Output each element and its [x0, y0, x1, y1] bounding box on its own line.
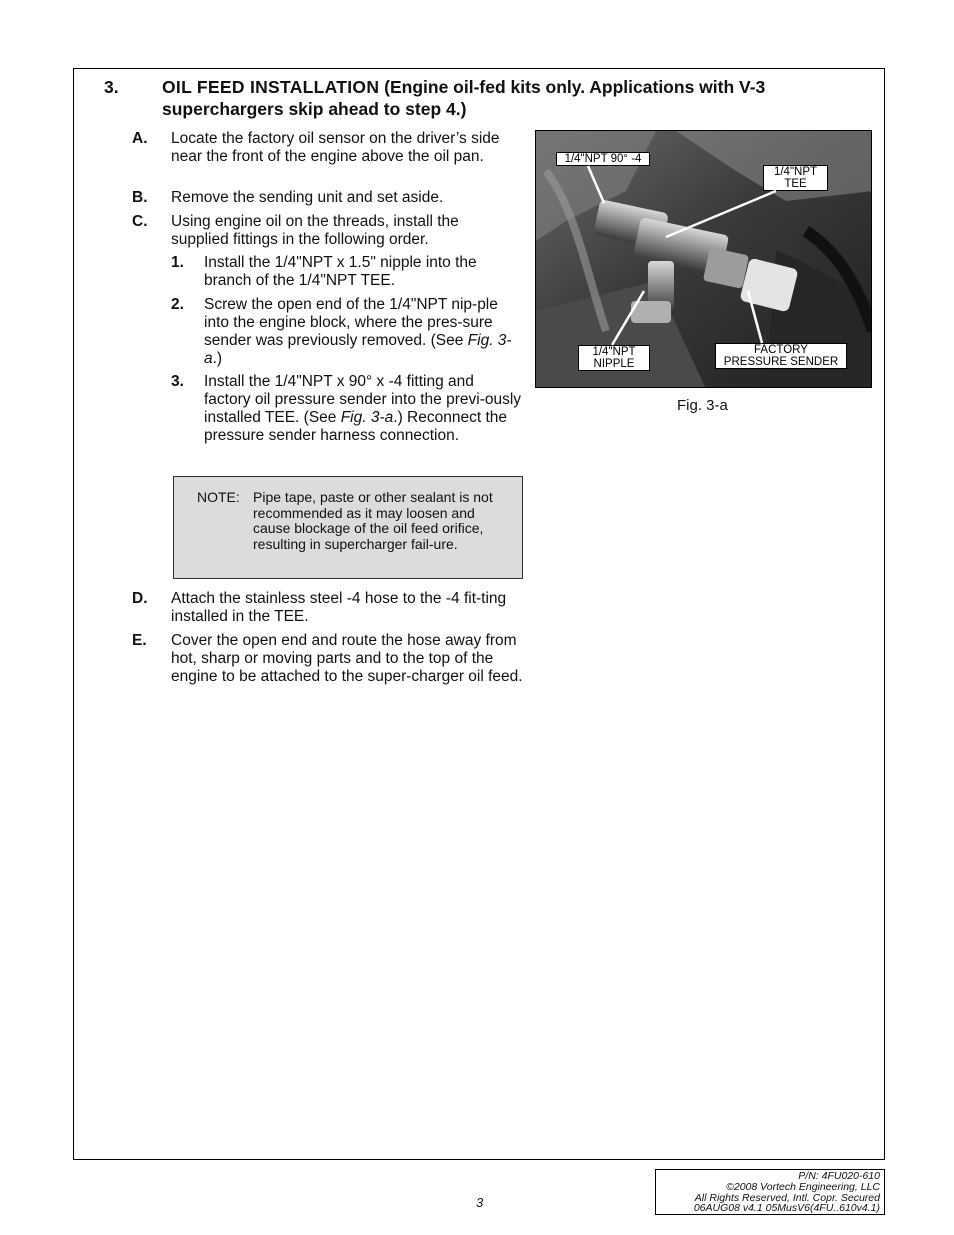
step-label: D.: [132, 590, 148, 607]
page-number: 3: [476, 1195, 484, 1210]
callout-tee-line-2: TEE: [784, 178, 807, 190]
note-text: Pipe tape, paste or other sealant is not recommended as it may loosen and cause blockage of the oil feed orifice, resulting in supercharger fail-ure.: [253, 489, 493, 552]
substep-label: 2.: [171, 296, 184, 313]
substep-text: [204, 296, 524, 368]
figure-reference: Fig. 3-a: [340, 409, 394, 426]
copyright-line: ©2008 Vortech Engineering, LLC: [726, 1180, 880, 1193]
copyright-box: [655, 1169, 885, 1215]
callout-pressure-sender: [715, 343, 847, 369]
step-text: Using engine oil on the threads, install the supplied fittings in the following order.: [171, 213, 459, 248]
rights-line: All Rights Reserved, Intl. Copr. Secured: [694, 1191, 880, 1204]
callout-nipple-line-1: 1/4"NPT: [592, 346, 636, 358]
callout-sender-line-2: PRESSURE SENDER: [723, 356, 839, 368]
section-paren-close: ): [460, 99, 467, 119]
section-title-main: OIL FEED INSTALLATION: [162, 77, 380, 97]
section-number: 3.: [104, 77, 119, 97]
callout-90-fitting: 1/4"NPT 90° -4: [556, 152, 650, 166]
substep-text: Install the 1/4"NPT x 1.5" nipple into the branch of the 1/4"NPT TEE.: [204, 254, 477, 289]
note-label: NOTE:: [197, 489, 240, 505]
callout-tee: [763, 165, 828, 191]
step-text: Remove the sending unit and set aside.: [171, 189, 444, 206]
step-text: Locate the factory oil sensor on the driver’s side near the front of the engine above the oil pan.: [171, 130, 500, 165]
callout-tee-line-1: 1/4"NPT: [773, 166, 818, 178]
figure-reference: Fig. 3-a: [204, 332, 512, 367]
step-label: E.: [132, 632, 147, 649]
step-text: Cover the open end and route the hose away from hot, sharp or moving parts and to the top of the engine to be attached to the super-charger oil feed.: [171, 632, 523, 685]
step-label: A.: [132, 130, 148, 147]
see-suffix: .): [212, 350, 223, 367]
substep-text-before: Install the 1/4"NPT x 90° x -4 fitting and factory oil pressure sender into the previ-ously installed TEE. (See: [204, 373, 522, 426]
substep-text: [204, 373, 524, 445]
substep-label: 1.: [171, 254, 184, 271]
callout-sender-line-1: FACTORY: [754, 344, 808, 356]
callout-nipple-line-2: NIPPLE: [593, 358, 635, 370]
section-paren-open: (: [379, 77, 390, 97]
step-label: B.: [132, 189, 148, 206]
callout-nipple: [578, 345, 650, 371]
section-title: [162, 76, 882, 120]
figure-caption: Fig. 3-a: [677, 397, 728, 414]
revision-line: 06AUG08 v4.1 05MusV6(4FU..610v4.1): [693, 1202, 880, 1215]
substep-text-main: Screw the open end of the 1/4"NPT nip-ple into the engine block, where the pres-sure sender was previously removed.: [204, 296, 498, 349]
note-box: [173, 476, 523, 579]
substep-text-after: .) Reconnect the pressure sender harness connection.: [204, 409, 507, 444]
substep-label: 3.: [171, 373, 184, 390]
section-applicability-note: Engine oil-fed kits only. Applications with V-3 superchargers skip ahead to step 4.: [162, 77, 766, 119]
engine-photo: [535, 130, 872, 388]
see-prefix: (See: [430, 332, 468, 349]
part-number: P/N: 4FU020-610: [798, 1170, 880, 1182]
step-label: C.: [132, 213, 148, 230]
step-text: Attach the stainless steel -4 hose to the -4 fit-ting installed in the TEE.: [171, 590, 507, 625]
